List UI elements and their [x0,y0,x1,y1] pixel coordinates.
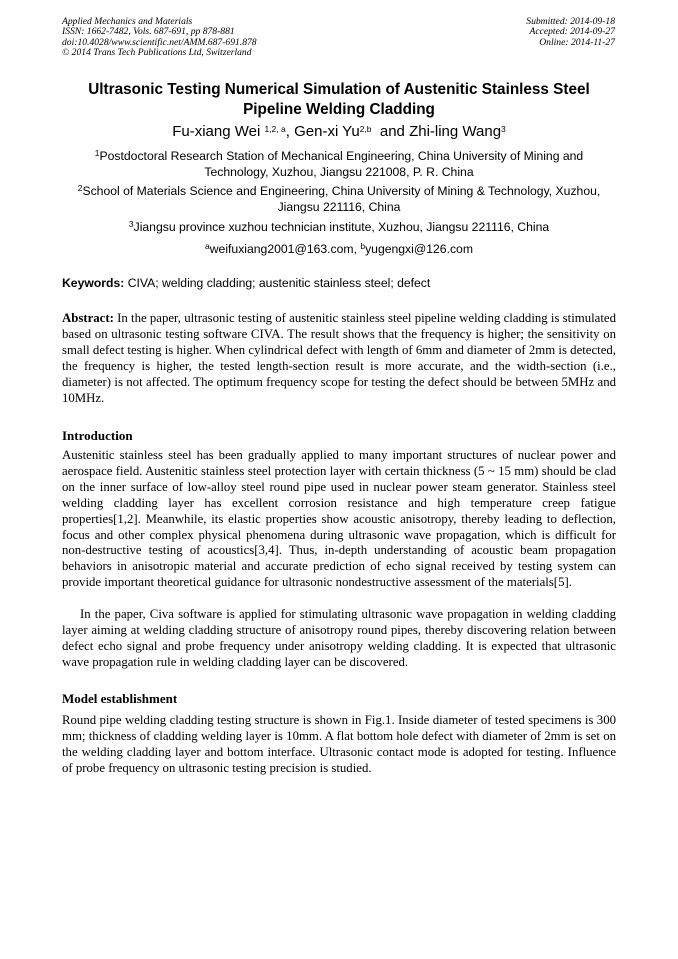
introduction-paragraph-1: Austenitic stainless steel has been gradually applied to many important structures of nuclear power and aerospace field. Austenitic stainless steel protection layer with certain thickness (5 ~ 15 mm) should be clad on the inner surface of low-alloy steel round pipe used in nuclear power steam generator. Stainless steel welding cladding layer has excellent corrosion resistance and high temperature creep fatigue properties[1,2]. Meanwhile, its elastic properties show acoustic anisotropy, thereby leading to deflection, focus and other complex physical phenomena during ultrasonic wave propagation, which is difficult for non-destructive testing of acoustics[3,4]. Thus, in-depth understanding of acoustic beam propagation behaviors in anisotropic material and accurate prediction of echo signal received by testing system can provide important theoretical guidance for ultrasonic nondestructive assessment of the materials[5]. [62,448,616,590]
affiliation-superscript: 1 [94,148,100,158]
journal-info [62,17,257,59]
accepted-date: Accepted: 2014-09-27 [529,26,615,38]
doi-line: doi:10.4028/www.scientific.net/AMM.687-691.878 [62,36,257,48]
affiliation-2 [62,183,616,215]
author-list [62,122,616,142]
keywords-label: Keywords: [62,276,125,290]
author-name: Fu-xiang Wei [172,123,261,140]
email-link[interactable]: yugengxi@126.com [365,242,473,256]
author-name: Gen-xi Yu [294,123,360,140]
affiliation-text: Postdoctoral Research Station of Mechanical Engineering, China University of Mining and Technology, Xuzhou, Jiangsu 221008, P. R. China [99,149,584,179]
author-separator: , [285,123,295,140]
submission-dates [526,17,615,48]
model-paragraph-1: Round pipe welding cladding testing structure is shown in Fig.1. Inside diameter of tested specimens is 300 mm; thickness of cladding welding layer is 10mm. A flat bottom hole defect with diameter of 2mm is set on the welding cladding layer and bottom interface. Ultrasonic contact mode is adopted for testing. Influence of probe frequency on ultrasonic testing precision is studied. [62,713,616,775]
issn-line: ISSN: 1662-7482, Vols. 687-691, pp 878-881 [62,26,235,38]
author-name: Zhi-ling Wang [409,123,502,140]
copyright-line: © 2014 Trans Tech Publications Ltd, Switzerland [62,47,252,59]
author-superscript: 2,b [359,124,372,134]
online-date: Online: 2014-11-27 [539,36,615,48]
keywords-text: CIVA; welding cladding; austenitic stainless steel; defect [124,276,431,290]
journal-name: Applied Mechanics and Materials [62,16,193,27]
abstract [62,311,616,406]
email-superscript: a [205,241,210,251]
author-superscript: 3 [501,124,506,134]
author-emails [62,241,616,257]
paper-title: Ultrasonic Testing Numerical Simulation of Austenitic Stainless Steel Pipeline Welding Cladding [88,81,590,118]
keywords [62,275,616,291]
author-superscript: 1,2, a [264,124,286,134]
section-heading-introduction: Introduction [62,428,133,443]
introduction-paragraph-2: In the paper, Civa software is applied for stimulating ultrasonic wave propagation in welding cladding layer aiming at welding cladding structure of anisotropy round pipes, thereby discovering relation between defect echo signal and probe frequency under anisotropy welding cladding. It is expected that ultrasonic wave propagation rule in welding cladding layer can be discovered. [62,607,616,669]
email-superscript: b [360,241,366,251]
email-link[interactable]: weifuxiang2001@163.com, [209,242,361,256]
affiliation-3 [62,219,616,235]
affiliation-text: Jiangsu province xuzhou technician institute, Xuzhou, Jiangsu 221116, China [133,220,550,234]
section-heading-model: Model establishment [62,691,178,706]
submitted-date: Submitted: 2014-09-18 [526,16,615,27]
author-separator: and [371,123,410,140]
abstract-label: Abstract: [62,311,114,325]
affiliation-1 [62,148,616,180]
affiliation-superscript: 3 [128,219,134,229]
affiliation-text: School of Materials Science and Engineering, China University of Mining & Technology, Xuzhou, Jiangsu 221116, China [82,184,601,214]
abstract-text: In the paper, ultrasonic testing of austenitic stainless steel pipeline welding cladding is stimulated based on ultrasonic testing software CIVA. The result shows that the frequency is higher; the sensitivity on small defect testing is higher. When cylindrical defect with length of 6mm and diameter of 2mm is detected, the frequency is higher, the tested length-section result is more accurate, and the width-section (i.e., diameter) is not affected. The optimum frequency scope for testing the defect should be between 5MHz and 10MHz. [62,311,616,405]
affiliation-superscript: 2 [77,183,83,193]
